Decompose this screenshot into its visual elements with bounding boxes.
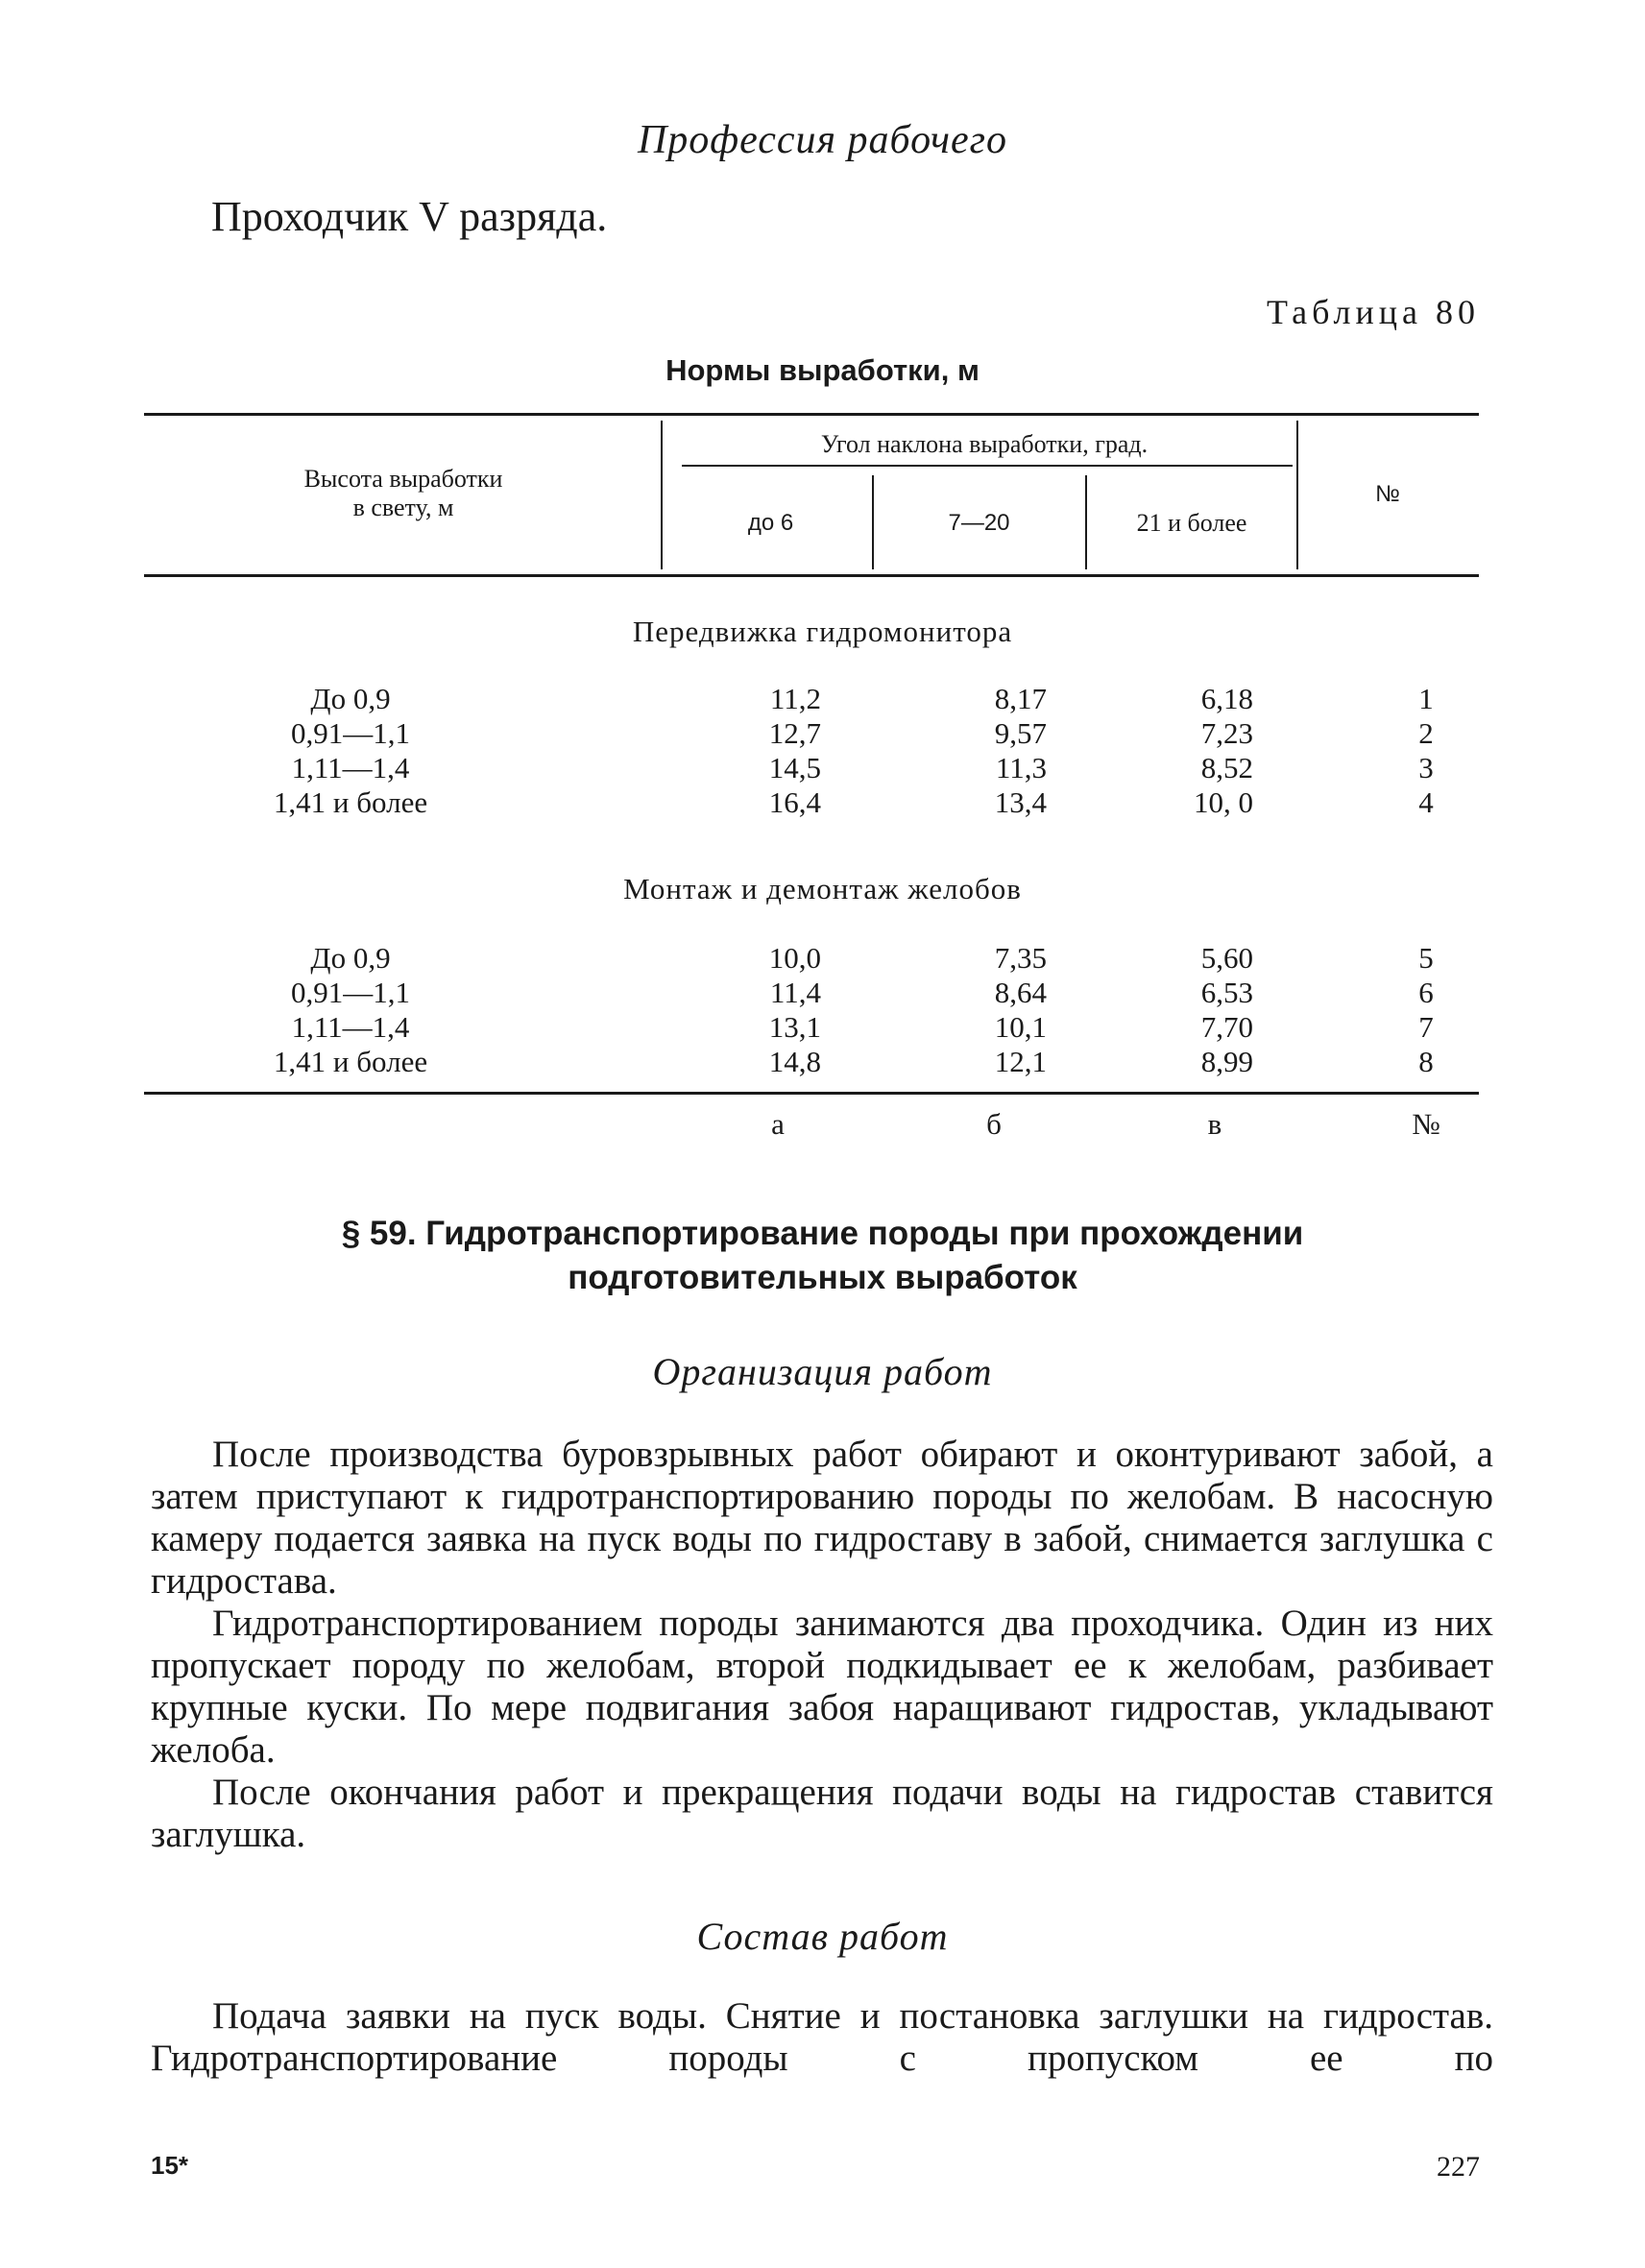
paragraph: После окончания работ и прекращения подачи воды на гидростав ставится заглушка. [151,1772,1493,1855]
section-title-line: подготовительных выработок [568,1259,1077,1296]
cell-b: 8,17 [994,682,1047,715]
cell-c: 7,70 [1200,1010,1253,1044]
org-heading: Организация работ [652,1350,993,1393]
table-divider [661,421,663,569]
cell-c: 7,23 [1200,716,1253,750]
cell-c: 6,53 [1200,976,1253,1009]
table-divider [1296,421,1298,569]
cell-n: 6 [1418,976,1434,1009]
header-angle-col: 21 и более [1136,509,1247,537]
cell-height: До 0,9 [310,682,391,715]
table-group-title: Монтаж и демонтаж желобов [623,872,1022,905]
section-title [0,1212,1645,1300]
cell-a: 11,4 [769,976,821,1009]
table-title: Нормы выработки, м [665,353,980,387]
page-number: 227 [1437,2151,1480,2183]
cell-c: 8,52 [1200,751,1253,784]
header-angle-col: до 6 [747,510,794,536]
header-height-line: в свету, м [352,494,454,521]
cell-n: 5 [1418,941,1434,975]
footer-col-label: б [986,1107,1002,1141]
cell-a: 16,4 [768,785,821,819]
footer-col-label: а [771,1107,785,1141]
org-text [151,1434,1493,1856]
header-angle-group: Угол наклона выработки, град. [820,430,1149,458]
paragraph: Гидротранспортированием породы занимаются два проходчика. Один из них пропускает породу по желобам, второй подкидывает ее к желобам, разбивает крупные куски. По мере подвигания забоя наращивают гидростав, укладывают желоба. [151,1603,1493,1771]
angle-group-rule [682,465,1293,467]
section-title-line: § 59. Гидротранспортирование породы при прохождении [341,1215,1304,1252]
cell-height: 1,11—1,4 [291,1010,410,1044]
cell-height: 0,91—1,1 [291,716,410,750]
cell-height: До 0,9 [310,941,391,975]
cell-height: 1,41 и более [273,1045,428,1078]
cell-b: 10,1 [994,1010,1047,1044]
worker-category: Проходчик V разряда. [211,193,608,240]
cell-n: 2 [1418,716,1434,750]
cell-b: 9,57 [994,716,1047,750]
cell-b: 8,64 [994,976,1047,1009]
table-bottom-rule [144,1092,1479,1095]
footer-col-label: № [1412,1107,1440,1141]
cell-a: 13,1 [768,1010,821,1044]
table-header-rule [144,574,1479,577]
table-number: Таблица 80 [1267,293,1480,331]
profession-heading: Профессия рабочего [637,118,1008,162]
cell-height: 1,41 и более [273,785,428,819]
signature-mark: 15* [151,2151,189,2180]
cell-a: 14,5 [768,751,821,784]
cell-c: 6,18 [1200,682,1253,715]
cell-n: 3 [1418,751,1434,784]
header-height-col [163,465,643,522]
table-top-rule [144,413,1479,416]
cell-n: 4 [1418,785,1434,819]
header-height-line: Высота выработки [303,465,503,493]
cell-a: 11,2 [769,682,821,715]
cell-height: 1,11—1,4 [291,751,410,784]
header-angle-col: 7—20 [948,510,1010,536]
cell-b: 11,3 [995,751,1047,784]
cell-c: 5,60 [1200,941,1253,975]
cell-height: 0,91—1,1 [291,976,410,1009]
cell-a: 12,7 [768,716,821,750]
cell-n: 8 [1418,1045,1434,1078]
cell-c: 8,99 [1200,1045,1253,1078]
cell-n: 7 [1418,1010,1434,1044]
cell-b: 13,4 [994,785,1047,819]
footer-col-label: в [1207,1107,1222,1141]
paragraph: Подача заявки на пуск воды. Снятие и постановка заглушки на гидростав. Гидротранспортирование породы с пропуском ее по [151,1995,1493,2079]
cell-b: 12,1 [994,1045,1047,1078]
cell-b: 7,35 [994,941,1047,975]
composition-heading: Состав работ [696,1915,949,1958]
cell-a: 10,0 [768,941,821,975]
cell-n: 1 [1418,682,1434,715]
cell-c: 10, 0 [1194,785,1253,819]
table-divider [872,475,874,569]
composition-text [151,1995,1493,2080]
table-divider [1085,475,1087,569]
header-num-col: № [1375,481,1400,507]
paragraph: После производства буровзрывных работ обирают и оконтуривают забой, а затем приступают к гидротранспортированию породы по желобам. В насосную камеру подается заявка на пуск воды по гидроставу в забой, снимается заглушка с гидростава. [151,1434,1493,1602]
cell-a: 14,8 [768,1045,821,1078]
table-group-title: Передвижка гидромонитора [632,615,1013,648]
